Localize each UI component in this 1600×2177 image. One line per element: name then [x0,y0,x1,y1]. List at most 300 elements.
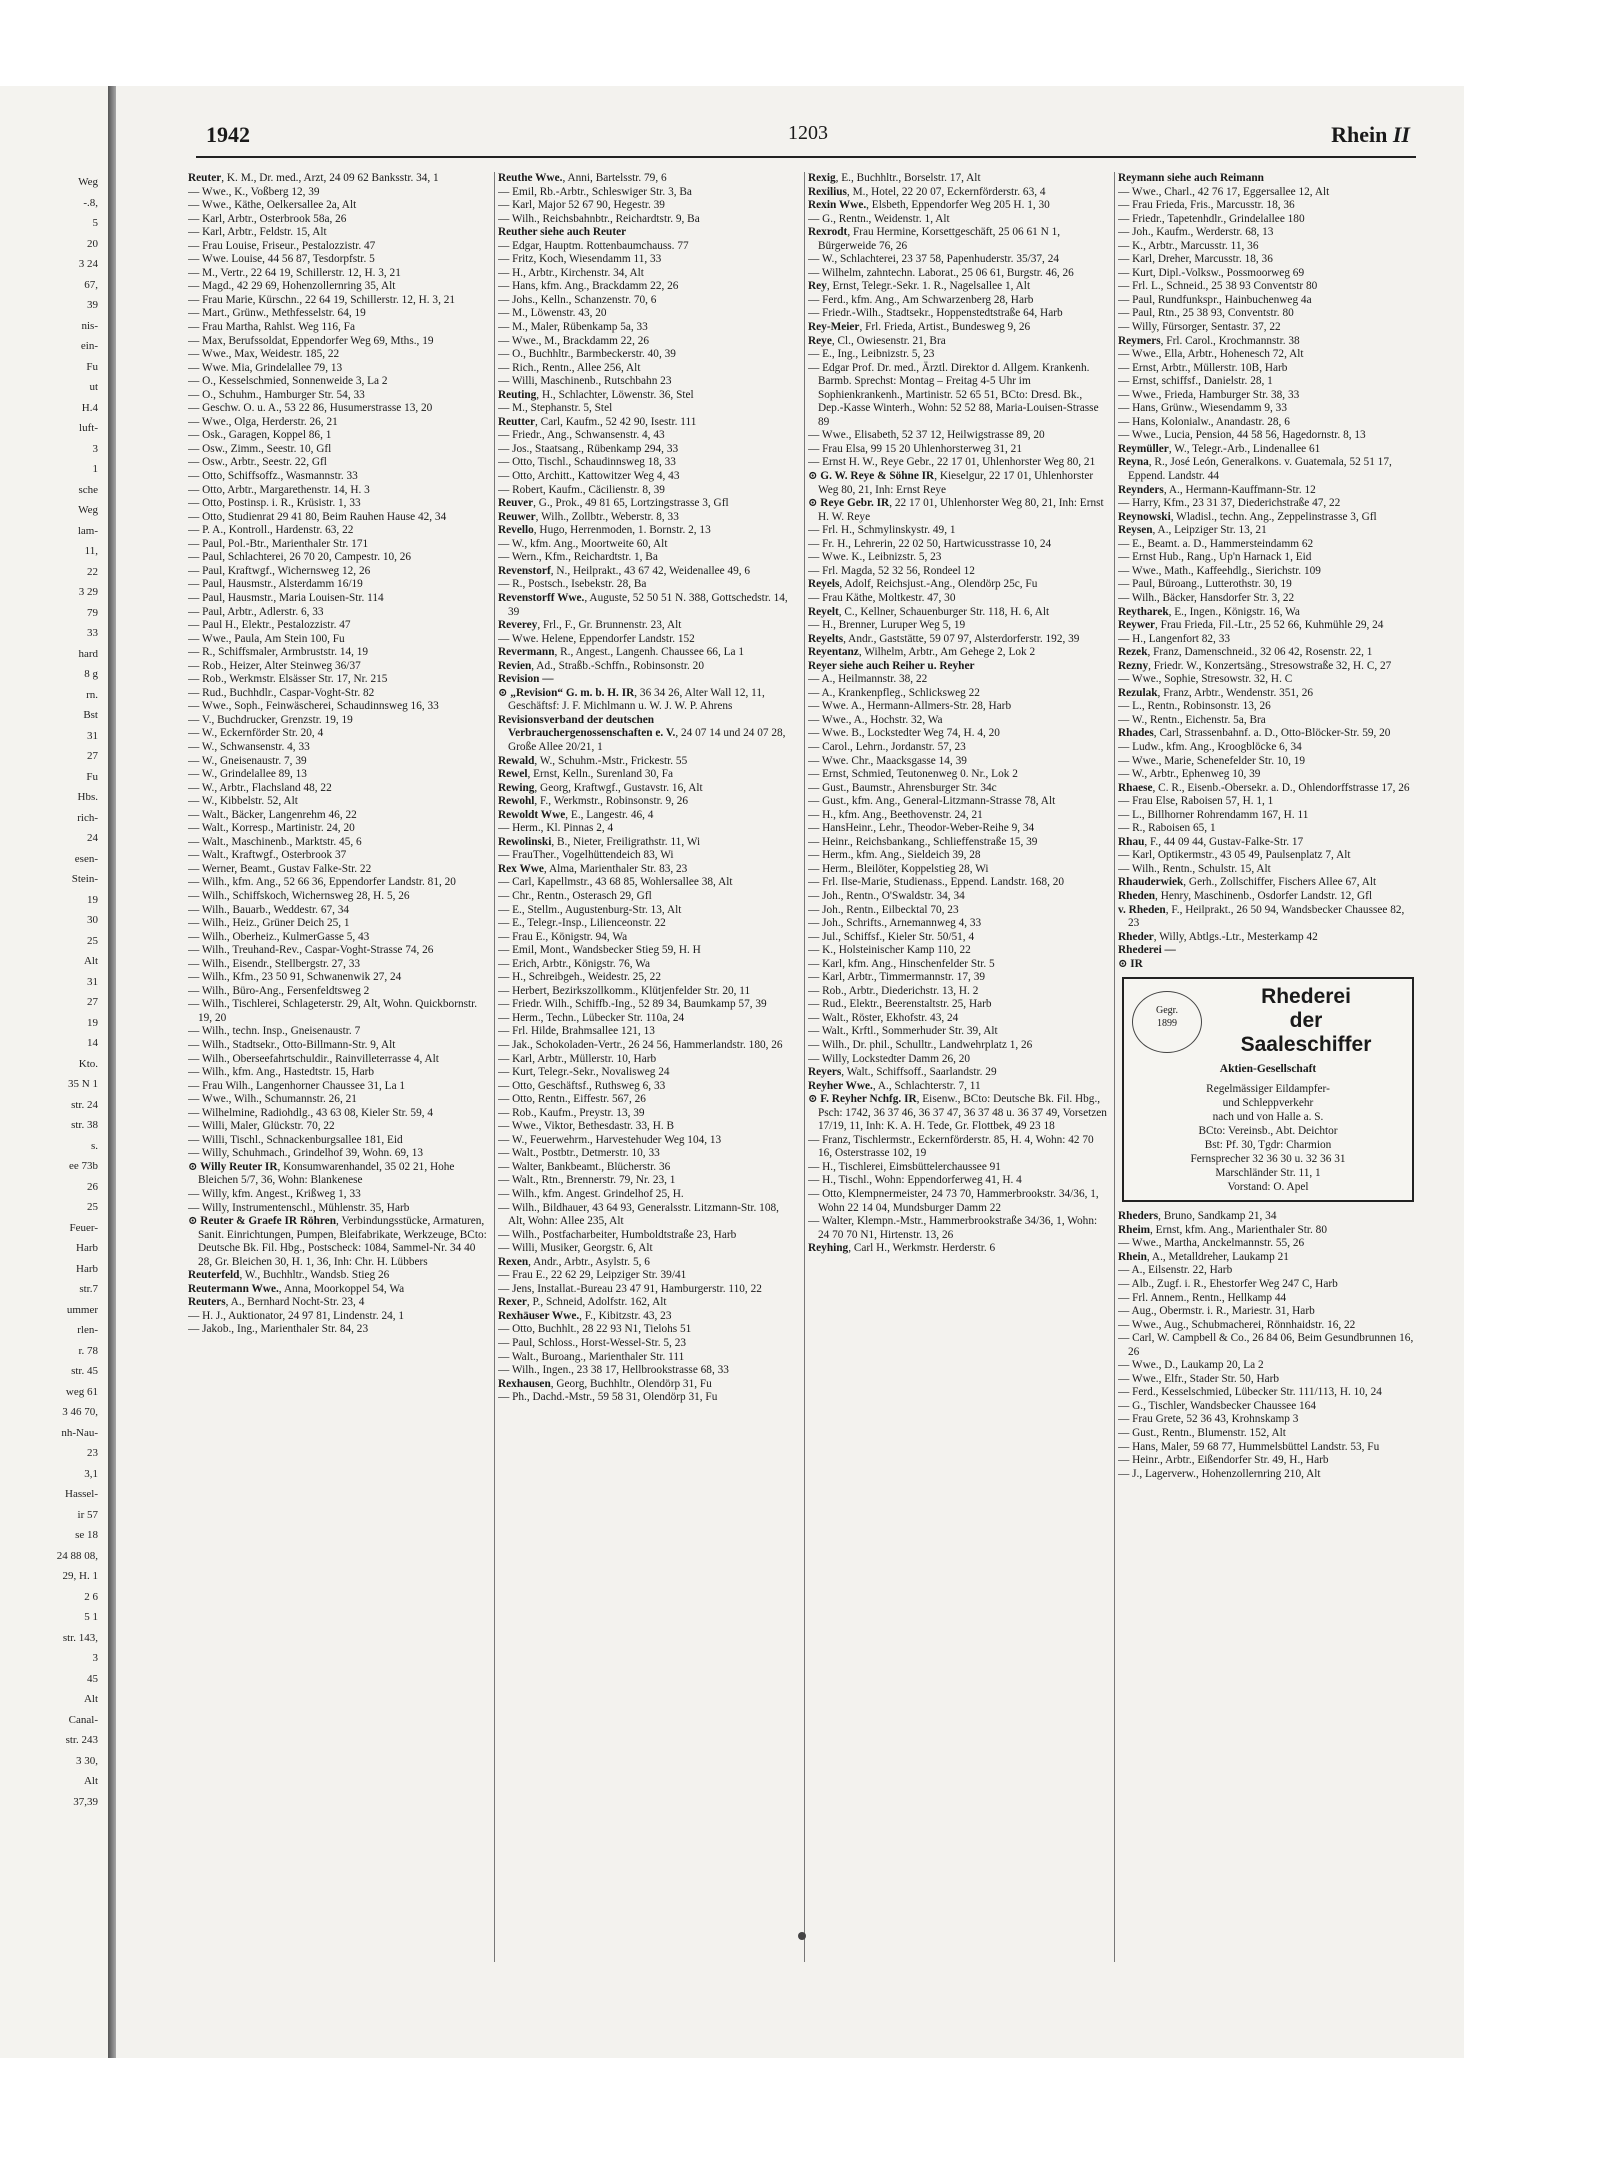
directory-entry: — Jos., Staatsang., Rübenkamp 294, 33 [498,442,679,455]
directory-entry: — W., Schlachterei, 23 37 58, Papenhuderstr. 35/37, 24 [808,253,1060,266]
directory-entry: — Walter, Klempn.-Mstr., Hammerbrookstraße 34/36, 1, Wohn: 24 70 70 N1, Hirtenstr. 13, 26 [808,1215,1098,1241]
previous-page-fragment: 25 [87,934,98,947]
directory-entry: — Friedr., Tapetenhdlr., Grindelallee 180 [1118,212,1305,225]
directory-entry: — Wilh., kfm. Angest. Grindelhof 25, H. [498,1188,684,1201]
directory-entry: — H., Tischlerei, Eimsbüttelerchaussee 91 [808,1160,1001,1173]
directory-entry: — Kurt, Telegr.-Sekr., Novalisweg 24 [498,1066,670,1079]
directory-entry: — Wwe., Marie, Schenefelder Str. 10, 19 [1118,754,1306,767]
directory-entry: — W., kfm. Ang., Moortweite 60, Alt [498,537,668,550]
previous-page-fragment: Weg [78,176,98,188]
directory-entry: — FrauTher., Vogelhüttendeich 83, Wi [498,849,674,862]
directory-entry: — Wilh., Eisendr., Stellbergstr. 27, 33 [188,957,361,970]
directory-entry: v. Rheden, F., Heilprakt., 26 50 94, Wandsbecker Chaussee 82, 23 [1118,903,1405,930]
directory-entry: — Wilh., Bauarb., Weddestr. 67, 34 [188,903,350,916]
directory-entry: — Rob., Kaufm., Preystr. 13, 39 [498,1106,645,1119]
directory-entry: — Wwe., Frieda, Hamburger Str. 38, 33 [1118,388,1300,401]
directory-entry: — Walt., Röster, Ekhofstr. 43, 24 [808,1011,959,1024]
column-rule [1114,172,1115,1962]
directory-entry: — W., Arbtr., Ephenweg 10, 39 [1118,768,1261,781]
ad-line: Fernsprecher 32 36 30 u. 32 36 31 [1190,1153,1346,1166]
directory-entry: — G., Tischler, Wandsbecker Chaussee 164 [1118,1399,1316,1412]
directory-entry: Rexhausen, Georg, Buchhltr., Olendörp 31, Fu [498,1377,712,1390]
directory-entry: Revello, Hugo, Herrenmoden, 1. Bornstr. 2, 13 [498,524,711,537]
directory-entry: — Carl, Kapellmstr., 43 68 85, Wohlersallee 38, Alt [498,876,733,889]
directory-entry: — Willy, Schuhmach., Grindelhof 39, Wohn. 69, 13 [188,1147,424,1160]
directory-entry: — Rud., Buchhdlr., Caspar-Voght-Str. 82 [188,686,375,699]
directory-entry: Rhaese, C. R., Eisenb.-Obersekr. a. D., Ohlendorffstrasse 17, 26 [1118,781,1410,794]
directory-entry: — Alb., Zugf. i. R., Ehestorfer Weg 247 C, Harb [1118,1278,1338,1290]
directory-entry: — Heinr., Reichsbankang., Schlieffenstraße 15, 39 [808,835,1038,848]
directory-entry: — Wwe., Sophie, Stresowstr. 32, H. C [1118,673,1293,686]
directory-entry: — Frl. Hilde, Brahmsallee 121, 13 [498,1025,655,1038]
ad-line: nach und von Halle a. S. [1212,1111,1324,1124]
previous-page-fragment: 33 [87,627,98,639]
directory-entry: — Joh., Rentn., Eilbecktal 70, 23 [808,903,959,916]
ad-title-line: Saaleschiffer [1240,1033,1372,1057]
directory-entry: Rey, Ernst, Telegr.-Sekr. 1. R., Nagelsallee 1, Alt [808,280,1031,293]
previous-page-fragment: Bst [83,709,98,721]
directory-entry: — G., Rentn., Weidenstr. 1, Alt [808,212,950,225]
previous-page-fragment: str. 143, [62,1631,98,1644]
previous-page-fragment: -.8, [83,196,98,209]
directory-entry: — W., Kibbelstr. 52, Alt [188,795,298,808]
directory-entry: ⊙ G. W. Reye & Söhne IR, Kieselgur, 22 17 01, Uhlenhorster Weg 80, 21, Inh: Ernst Reye [808,470,1094,496]
directory-entry: — Wilh., techn. Insp., Gneisenaustr. 7 [188,1025,361,1038]
directory-entry: — Wilh., kfm. Ang., Hastedtstr. 15, Harb [188,1066,375,1079]
previous-page-fragment: hard [78,647,98,660]
directory-entry: Reyentanz, Wilhelm, Arbtr., Am Gehege 2, Lok 2 [808,646,1036,659]
directory-entry: — Karl, Major 52 67 90, Hegestr. 39 [498,199,665,212]
directory-entry: Reverey, Frl., F., Gr. Brunnenstr. 23, Alt [498,619,682,632]
directory-entry: — Paul, Schlachterei, 26 70 20, Campestr. 10, 26 [188,551,412,564]
directory-entry: — K., Arbtr., Marcusstr. 11, 36 [1118,239,1259,252]
directory-entry: — Joh., Schrifts., Arnemannweg 4, 33 [808,917,982,930]
directory-entry: — Willi, Tischl., Schnackenburgsallee 181, Eid [188,1133,403,1146]
directory-entry: Reuting, H., Schlachter, Löwenstr. 36, Stel [498,388,694,401]
directory-entry: Reye, Cl., Owiesenstr. 21, Bra [808,334,946,347]
previous-page-fragment: sche [78,483,98,496]
directory-entry: — Johs., Kelln., Schanzenstr. 70, 6 [498,293,657,306]
directory-entry: — Karl, Arbtr., Müllerstr. 10, Harb [498,1052,657,1065]
directory-entry: Revision — [498,673,554,686]
column-rule [494,172,495,1962]
directory-entry: — Wwe., D., Laukamp 20, La 2 [1118,1359,1264,1372]
previous-page-fragment: Weg [78,504,98,516]
directory-entry: Rheders, Bruno, Sandkamp 21, 34 [1118,1210,1277,1223]
directory-entry: — Wwe. Mia, Grindelallee 79, 13 [188,361,343,374]
previous-page-fragment: lam- [77,524,98,537]
previous-page-fragment: 5 1 [84,1611,98,1623]
directory-entry: — Walt., Buroang., Marienthaler Str. 111 [498,1350,685,1363]
previous-page-fragment: r. 78 [78,1344,98,1357]
directory-entry: — W., Rentn., Eichenstr. 5a, Bra [1118,713,1266,726]
directory-entry: — Emil, Rb.-Arbtr., Schleswiger Str. 3, Ba [498,185,692,198]
directory-entry: — Willi, Musiker, Georgstr. 6, Alt [498,1242,653,1255]
directory-entry: — Willy, Fürsorger, Sentastr. 37, 22 [1118,321,1281,334]
directory-entry: — Hans, Kolonialw., Anandastr. 28, 6 [1118,415,1290,428]
column-4-entries-bottom [1118,1210,1418,1481]
previous-page-fragment: 35 N 1 [68,1078,98,1090]
directory-entry: — Jul., Schiffsf., Kieler Str. 50/51, 4 [808,930,975,943]
directory-entry: — Ernst H. W., Reye Gebr., 22 17 01, Uhlenhorster Weg 80, 21 [808,456,1096,469]
directory-entry: — H., Arbtr., Kirchenstr. 34, Alt [498,266,644,279]
directory-entry: — Wwe. Louise, 44 56 87, Tesdorpfstr. 5 [188,253,375,266]
ad-badge-line: 1899 [1157,1018,1177,1030]
directory-entry: Rey-Meier, Frl. Frieda, Artist., Bundesweg 9, 26 [808,321,1031,334]
previous-page-fragment: rn. [86,688,98,701]
directory-entry: — Wwe., Olga, Herderstr. 26, 21 [188,415,338,428]
directory-entry: — E., Ing., Leibnizstr. 5, 23 [808,348,935,361]
directory-entry: — Wilh., Tischlerei, Schlageterstr. 29, Alt, Wohn. Quickbornstr. 19, 20 [188,998,478,1024]
previous-page-fragment: 14 [87,1037,98,1049]
directory-entry: Rexig, E., Buchhltr., Borselstr. 17, Alt [808,172,981,184]
directory-entry: — Wwe., K., Voßberg 12, 39 [188,185,320,198]
ad-line: und Schleppverkehr [1222,1097,1314,1110]
directory-entry: — Joh., Kaufm., Werderstr. 68, 13 [1118,226,1274,239]
directory-entry: Reuter, K. M., Dr. med., Arzt, 24 09 62 Banksstr. 34, 1 [188,172,439,184]
directory-entry: — Otto, Schiffsoffz., Wasmannstr. 33 [188,470,358,483]
directory-entry: — Paul, Rtn., 25 38 93, Conventstr. 80 [1118,307,1294,320]
previous-page-fragment: 27 [87,750,98,762]
directory-entry: Reuthe Wwe., Anni, Bartelsstr. 79, 6 [498,172,667,184]
directory-entry: Reyels, Adolf, Reichsjust.-Ang., Olendörp 25c, Fu [808,578,1038,591]
ad-top [1132,985,1404,1059]
directory-entry: — Karl, Dreher, Marcusstr. 18, 36 [1118,253,1273,266]
directory-entry: — Paul, Kraftwgf., Wichernsweg 12, 26 [188,564,371,577]
directory-entry: — Walt., Korresp., Martinistr. 24, 20 [188,822,355,835]
directory-entry: — Heinr., Arbtr., Eißendorfer Str. 49, H., Harb [1118,1454,1329,1467]
directory-entry: — H. J., Auktionator, 24 97 81, Lindenstr. 24, 1 [188,1309,405,1322]
directory-entry: — Willy, Lockstedter Damm 26, 20 [808,1052,971,1065]
directory-entry: Reymers, Frl. Carol., Krochmannstr. 38 [1118,334,1300,347]
directory-entry: — E., Telegr.-Insp., Lilienceonstr. 22 [498,917,666,930]
column-rule [804,172,805,1962]
directory-entry: — Paul, Rundfunkspr., Hainbuchenweg 4a [1118,293,1312,306]
directory-entry: — Wwe. A., Hermann-Allmers-Str. 28, Harb [808,700,1012,713]
directory-entry: — Mart., Grünw., Methfesselstr. 64, 19 [188,307,366,320]
directory-entry: ⊙ „Revision“ G. m. b. H. IR, 36 34 26, Alter Wall 12, 11, Geschäftsf: J. F. Michlmann u. W. J. W. P. Ahrens [498,686,765,713]
previous-page-fragment: nis- [81,319,98,332]
directory-entry: — M., Vertr., 22 64 19, Schillerstr. 12, H. 3, 21 [188,266,401,279]
directory-entry: Rewel, Ernst, Kelln., Surenland 30, Fa [498,768,674,781]
directory-entry: — Willi, Maler, Glückstr. 70, 22 [188,1120,335,1133]
directory-entry: — Ernst, Schmied, Teutonenweg 0. Nr., Lok 2 [808,768,1018,781]
directory-entry: — Frau E., Königstr. 94, Wa [498,930,628,943]
directory-entry: — Frl. Magda, 52 32 56, Rondeel 12 [808,564,975,577]
previous-page-fragment: 2 6 [84,1590,98,1603]
directory-entry: — Frau E., 22 62 29, Leipziger Str. 39/41 [498,1269,687,1282]
directory-entry: — H., Langenfort 82, 33 [1118,632,1231,645]
previous-page-fragment: ut [89,381,98,393]
directory-entry: Rezek, Franz, Damenschneid., 32 06 42, Rosenstr. 22, 1 [1118,646,1373,659]
directory-entry: Rex Wwe, Alma, Marienthaler Str. 83, 23 [498,862,688,875]
header-word: Rhein [1331,122,1388,147]
previous-page-fragment: nh-Nau- [61,1426,98,1439]
directory-entry: — Wwe., Wilh., Schumannstr. 26, 21 [188,1093,357,1106]
directory-entry: — Rich., Rentn., Allee 256, Alt [498,361,641,374]
previous-page-fragment: str.7 [79,1283,98,1295]
directory-entry: — Walt., Krftl., Sommerhuder Str. 39, Alt [808,1025,998,1038]
directory-entry: — Max, Berufssoldat, Eppendorfer Weg 69, Mths., 19 [188,334,434,347]
previous-page-fragment: Alt [83,1693,98,1705]
directory-entry: Revisionsverband der deutschen Verbrauchergenossenschaften e. V., 24 07 14 und 24 07 28, Große Allee 20/21, 1 [498,713,786,753]
directory-entry: — Magd., 42 29 69, Hohenzollernring 35, Alt [188,280,396,293]
directory-entry: Reuterfeld, W., Buchhltr., Wandsb. Stieg 26 [188,1269,390,1282]
directory-entry: — V., Buchdrucker, Grenzstr. 19, 19 [188,713,353,726]
previous-page-fragment: ee 73b [68,1160,98,1172]
previous-page-fragment: 1 [92,463,98,475]
directory-entry: — Herm., Techn., Lübecker Str. 110a, 24 [498,1011,685,1024]
directory-entry: Rhau, F., 44 09 44, Gustav-Falke-Str. 17 [1118,835,1304,848]
directory-entry: — Wwe., M., Brackdamm 22, 26 [498,334,650,347]
directory-entry: — Frl. Ilse-Marie, Studienass., Eppend. Landstr. 168, 20 [808,876,1065,889]
directory-entry: Rexin Wwe., Elsbeth, Eppendorfer Weg 205 H. 1, 30 [808,199,1050,212]
directory-entry: — Herm., Kl. Pinnas 2, 4 [498,822,614,835]
directory-entry: Reywer, Frau Frieda, Fil.-Ltr., 25 52 66, Kuhmühle 29, 24 [1118,619,1384,632]
directory-entry: — Edgar, Hauptm. Rottenbaumchauss. 77 [498,239,689,252]
directory-entry: — Wwe., Max, Weidestr. 185, 22 [188,348,340,361]
directory-entry: — Frau Grete, 52 36 43, Krohnskamp 3 [1118,1413,1299,1426]
directory-entry: — Wwe., Käthe, Oelkersallee 2a, Alt [188,199,357,212]
directory-entry: — Wilh., Kfm., 23 50 91, Schwanenwik 27, 24 [188,971,402,984]
ad-title-line: Rhederei [1261,985,1351,1009]
directory-entry: — Joh., Rentn., O'Swaldstr. 34, 34 [808,889,965,902]
directory-entry: Rhederei — [1118,944,1176,957]
directory-entry: — Wwe., Ella, Arbtr., Hohenesch 72, Alt [1118,348,1304,361]
directory-entry: Reyelts, Andr., Gaststätte, 59 07 97, Alsterdorferstr. 192, 39 [808,632,1080,645]
ad-title-line: der [1289,1009,1323,1033]
column-2 [498,172,798,2032]
directory-entry: — Wilh., Bildhauer, 43 64 93, Generalsstr. Litzmann-Str. 108, Alt, Wohn: Allee 235, Alt [498,1201,779,1228]
directory-entry: Rexilius, M., Hotel, 22 20 07, Eckernförderstr. 63, 4 [808,185,1046,198]
directory-entry: — Rob., Werkmstr. Elsässer Str. 17, Nr. 215 [188,673,388,686]
previous-page-fragment: 11, [84,545,98,557]
directory-entry: ⊙ F. Reyher Nchfg. IR, Eisenw., BCto: Deutsche Bk. Fil. Hbg., Psch: 1742, 36 37 46, 36 37 47, 36 37 48 u. 36 37 49, Vorsetzen 17/19, 11, Inh: K. A. H. Tede, Gr. Flottbek, 49 23 18 [808,1093,1107,1133]
directory-entry: — A., Eilsenstr. 22, Harb [1118,1264,1233,1277]
previous-page-fragment: 37,39 [73,1795,98,1808]
directory-entry: — E., Beamt. a. D., Hammersteindamm 62 [1118,537,1314,550]
directory-entry: — O., Buchhltr., Barmbeckerstr. 40, 39 [498,348,676,361]
directory-entry: — Kurt, Dipl.-Volksw., Possmoorweg 69 [1118,266,1305,279]
directory-entry: Rewolinski, B., Nieter, Freiligrathstr. 11, Wi [498,835,701,848]
page-mark [798,1932,806,1940]
directory-entry: Rezulak, Franz, Arbtr., Wendenstr. 351, 26 [1118,686,1313,699]
directory-entry: — Aug., Obermstr. i. R., Mariestr. 31, Harb [1118,1305,1315,1318]
directory-entry: Reysen, A., Leipziger Str. 13, 21 [1118,524,1267,537]
directory-entry: — W., Gneisenaustr. 7, 39 [188,754,307,767]
directory-entry: — Paul, Büroang., Lutterothstr. 30, 19 [1118,578,1292,591]
directory-entry: — Wilh., Rentn., Schulstr. 15, Alt [1118,862,1271,875]
directory-entry: — Wwe. B., Lockstedter Weg 74, H. 4, 20 [808,727,1000,740]
directory-entry: — Otto, Arbtr., Margarethenstr. 14, H. 3 [188,483,370,496]
directory-entry: Rhein, A., Metalldreher, Laukamp 21 [1118,1250,1289,1263]
directory-entry: — Hans, Maler, 59 68 77, Hummelsbüttel Landstr. 53, Fu [1118,1440,1380,1453]
directory-entry: — Wilh., Büro-Ang., Fersenfeldtsweg 2 [188,984,370,997]
directory-entry: — Wwe., Soph., Feinwäscherei, Schaudinnsweg 16, 33 [188,700,439,713]
directory-entry: — Osk., Garagen, Koppel 86, 1 [188,429,332,442]
directory-entry: — Werner, Beamt., Gustav Falke-Str. 22 [188,862,372,875]
directory-entry: — Otto, Buchhlt., 28 22 93 N1, Tielohs 51 [498,1323,692,1336]
ad-badge-line: Gegr. [1156,1005,1178,1017]
directory-entry: — Frl. Annem., Rentn., Hellkamp 44 [1118,1291,1287,1304]
previous-page-fragment: 3 46 70, [62,1406,98,1418]
ad-line: Bst: Pf. 30, Tgdr: Charmion [1204,1139,1332,1152]
directory-entry: Reytharek, E., Ingen., Königstr. 16, Wa [1118,605,1300,618]
directory-entry: — E., Stellm., Augustenburg-Str. 13, Alt [498,903,682,916]
previous-page-fragment: Kto. [78,1057,98,1070]
directory-entry: — Jens, Installat.-Bureau 23 47 91, Hamburgerstr. 110, 22 [498,1282,762,1295]
directory-entry: — Wilh., Heiz., Grüner Deich 25, 1 [188,917,350,930]
directory-entry: — Ph., Dachd.-Mstr., 59 58 31, Olendörp 31, Fu [498,1391,718,1404]
directory-entry: — J., Lagerverw., Hohenzollernring 210, Alt [1118,1467,1321,1480]
previous-page-fragment: H.4 [81,401,98,414]
previous-page-fragment: Hbs. [77,791,98,803]
previous-page-fragment: esen- [74,852,98,865]
previous-page-fragment: Harb [76,1242,98,1254]
directory-entry: Reymüller, W., Telegr.-Arb., Lindenallee 61 [1118,442,1321,455]
column-1 [188,172,488,2032]
directory-page [116,86,1464,2058]
column-3 [808,172,1108,2032]
directory-entry: — Frl. H., Schmylinskystr. 49, 1 [808,524,956,537]
directory-entry: — Wwe., Lucia, Pension, 44 58 56, Hagedornstr. 8, 13 [1118,429,1366,442]
directory-entry: — Carol., Lehrn., Jordanstr. 57, 23 [808,740,966,753]
directory-entry: — Otto, Geschäftsf., Ruthsweg 6, 33 [498,1079,666,1092]
directory-entry: — Wwe., Paula, Am Stein 100, Fu [188,632,345,645]
directory-entry: — Wwe., Elisabeth, 52 37 12, Heilwigstrasse 89, 20 [808,429,1045,442]
previous-page-fragment: ir 57 [77,1508,98,1521]
directory-entry: Reyers, Walt., Schiffsoff., Saarlandstr. 29 [808,1066,997,1079]
directory-entry: — Wilhelm, zahntechn. Laborat., 25 06 61, Burgstr. 46, 26 [808,266,1074,279]
directory-entry: — Wilh., Reichsbahnbtr., Reichardtstr. 9, Ba [498,212,700,225]
directory-entry: Reymann siehe auch Reimann [1118,172,1264,184]
previous-page-fragment: 8 g [84,668,98,680]
directory-entry: Reyelt, C., Kellner, Schauenburger Str. 118, H. 6, Alt [808,605,1050,618]
directory-entry: Reyer siehe auch Reiher u. Reyher [808,659,975,672]
previous-page-fragment: 3 24 [78,258,98,270]
directory-entry: — Fritz, Koch, Wiesendamm 11, 33 [498,253,662,266]
directory-entry: — Willy, kfm. Angest., Krißweg 1, 33 [188,1188,361,1201]
directory-entry: — M., Maler, Rübenkamp 5a, 33 [498,321,648,334]
previous-page-fragment: rlen- [77,1324,98,1336]
directory-entry: — O., Kesselschmied, Sonnenweide 3, La 2 [188,375,388,388]
directory-entry: — Wilh., Schiffskoch, Wichernsweg 28, H. 5, 26 [188,889,410,902]
directory-entry: — Erich, Arbtr., Königstr. 76, Wa [498,957,651,970]
previous-page-fragment: 67, [84,278,98,291]
directory-entry: — Walt., Bäcker, Langenrehm 46, 22 [188,808,357,821]
directory-entry: Rewoldt Wwe, E., Langestr. 46, 4 [498,808,654,821]
ad-body [1132,1082,1404,1194]
directory-entry: Revermann, R., Angest., Langenh. Chaussee 66, La 1 [498,646,744,659]
directory-entry: — Franz, Tischlermstr., Eckernförderstr. 85, H. 4, Wohn: 42 70 16, Osterstrasse 102, 19 [808,1133,1094,1160]
directory-entry: Rewing, Georg, Kraftwgf., Gustavstr. 16, Alt [498,781,703,794]
directory-entry: Reuwer, Wilh., Zollbtr., Weberstr. 8, 33 [498,510,679,523]
directory-entry: — Ernst, Arbtr., Müllerstr. 10B, Harb [1118,361,1288,374]
previous-page-fragment: str. 38 [71,1119,98,1131]
directory-entry: — Ernst Hub., Rang., Up'n Harnack 1, Eid [1118,551,1312,564]
directory-entry: — Frau Else, Raboisen 57, H. 1, 1 [1118,795,1274,808]
directory-entry: — Frau Louise, Friseur., Pestalozzistr. 47 [188,239,376,252]
previous-page-fragment: Alt [83,1775,98,1787]
previous-page-fragment: 45 [87,1672,98,1685]
directory-entry: — Paul H., Elektr., Pestalozzistr. 47 [188,619,351,632]
previous-page-fragment: 24 88 08, [56,1549,98,1562]
directory-entry: — Ernst, schiffsf., Danielstr. 28, 1 [1118,375,1273,388]
directory-entry: — Wilh., kfm. Ang., 52 66 36, Eppendorfer Landstr. 81, 20 [188,876,456,889]
directory-entry: — P. A., Kontroll., Hardenstr. 63, 22 [188,524,354,537]
directory-entry: — Geschw. O. u. A., 53 22 86, Husumerstrasse 13, 20 [188,402,433,415]
previous-page-edge [0,86,110,2058]
directory-entry: Rhades, Carl, Strassenbahnf. a. D., Otto-Blöcker-Str. 59, 20 [1118,727,1391,740]
directory-entry: — Karl, kfm. Ang., Hinschenfelder Str. 5 [808,957,995,970]
directory-entry: Rezny, Friedr. W., Konzertsäng., Stresowstraße 32, H. C, 27 [1118,659,1392,672]
directory-entry: — Harry, Kfm., 23 31 37, Diederichstraße 47, 22 [1118,497,1341,510]
previous-page-fragment: 27 [87,996,98,1008]
directory-entry: — Wilh., Oberheiz., KulmerGasse 5, 43 [188,930,370,943]
directory-entry: — Frau Käthe, Moltkestr. 47, 30 [808,591,956,604]
previous-page-fragment: 3 [92,442,98,455]
directory-entry: — Otto, Tischl., Schaudinnsweg 18, 33 [498,456,676,469]
directory-entry: Revien, Ad., Straßb.-Schffn., Robinsonstr. 20 [498,659,704,672]
directory-entry: Revenstorff Wwe., Auguste, 52 50 51 N. 388, Gottschedstr. 14, 39 [498,591,788,618]
previous-page-fragment: Hassel- [65,1488,98,1500]
directory-entry: — H., Tischl., Wohn: Eppendorferweg 41, H. 4 [808,1174,1022,1187]
directory-entry: — Paul, Pol.-Btr., Marienthaler Str. 171 [188,537,369,550]
directory-entry: — Herbert, Bezirkszollkomm., Klütjenfelder Str. 20, 11 [498,984,751,997]
directory-entry: — Otto, Rentn., Eiffestr. 567, 26 [498,1093,646,1106]
previous-page-fragment: 20 [87,237,98,250]
directory-entry: Reyna, R., José León, Generalkons. v. Guatemala, 52 51 17, Eppend. Landstr. 44 [1118,456,1392,483]
previous-page-fragment: rich- [77,811,98,824]
directory-entry: — Willy, Instrumentenschl., Mühlenstr. 35, Harb [188,1201,410,1214]
directory-entry: — Frau Wilh., Langenhorner Chaussee 31, La 1 [188,1079,406,1092]
directory-entry: — Paul, Hausmstr., Alsterdamm 16/19 [188,578,363,591]
directory-entry: — W., Schwansenstr. 4, 33 [188,740,310,753]
directory-entry: — Wwe., Aug., Schubmacherei, Rönnhaidstr. 16, 22 [1118,1318,1356,1331]
directory-entry: — Osw., Arbtr., Seestr. 22, Gfl [188,456,327,469]
directory-entry: ⊙ Reye Gebr. IR, 22 17 01, Uhlenhorster Weg 80, 21, Inh: Ernst H. W. Reye [808,497,1104,523]
directory-entry: — HansHeinr., Lehr., Theodor-Weber-Reihe 9, 34 [808,822,1035,835]
previous-page-fragment: 3 30, [76,1754,98,1767]
ad-line: Marschländer Str. 11, 1 [1215,1167,1321,1180]
directory-entry: — Frl. L., Schneid., 25 38 93 Conventstr 80 [1118,280,1318,293]
directory-entry: — H., Schreibgeh., Weidestr. 25, 22 [498,971,661,984]
previous-page-fragment: Canal- [68,1713,98,1726]
directory-entry: — A., Krankenpfleg., Schlicksweg 22 [808,686,980,699]
directory-entry: — Wilh., Bäcker, Hansdorfer Str. 3, 22 [1118,591,1295,604]
directory-entry: — Frau Frieda, Fris., Marcusstr. 18, 36 [1118,199,1295,212]
directory-entry: — W., Arbtr., Flachsland 48, 22 [188,781,332,794]
directory-entry: Rewald, W., Schuhm.-Mstr., Frickestr. 55 [498,754,688,767]
directory-entry: Rheim, Ernst, kfm. Ang., Marienthaler Str. 80 [1118,1223,1327,1236]
directory-entry: — Emil, Mont., Wandsbecker Stieg 59, H. H [498,944,701,957]
previous-page-fragment: s. [90,1139,98,1152]
ad-line: Vorstand: O. Apel [1227,1181,1309,1194]
directory-entry: — M., Stephanstr. 5, Stel [498,402,613,415]
directory-entry: — O., Schuhm., Hamburger Str. 54, 33 [188,388,365,401]
directory-entry: — Walt., Rtn., Brennerstr. 79, Nr. 23, 1 [498,1174,676,1187]
directory-entry: — Frau Martha, Rahlst. Weg 116, Fa [188,321,355,334]
previous-page-fragment: luft- [79,422,98,434]
directory-entry: — Frau Elsa, 99 15 20 Uhlenhorsterweg 31, 21 [808,442,1022,455]
directory-entry: Reynowski, Wladisl., techn. Ang., Zeppelinstrasse 3, Gfl [1118,510,1377,523]
directory-entry: — R., Schiffsmaler, Armbruststr. 14, 19 [188,646,369,659]
previous-page-fragment: 3,1 [84,1467,98,1480]
directory-entry: — Otto, Architt., Kattowitzer Weg 4, 43 [498,470,680,483]
directory-entry: — Ludw., kfm. Ang., Kroogblöcke 6, 34 [1118,740,1302,753]
directory-entry: — Wwe., Math., Kaffeehdlg., Sierichstr. 109 [1118,564,1321,577]
directory-entry: — Friedr. Wilh., Schiffb.-Ing., 52 89 34, Baumkamp 57, 39 [498,998,767,1011]
